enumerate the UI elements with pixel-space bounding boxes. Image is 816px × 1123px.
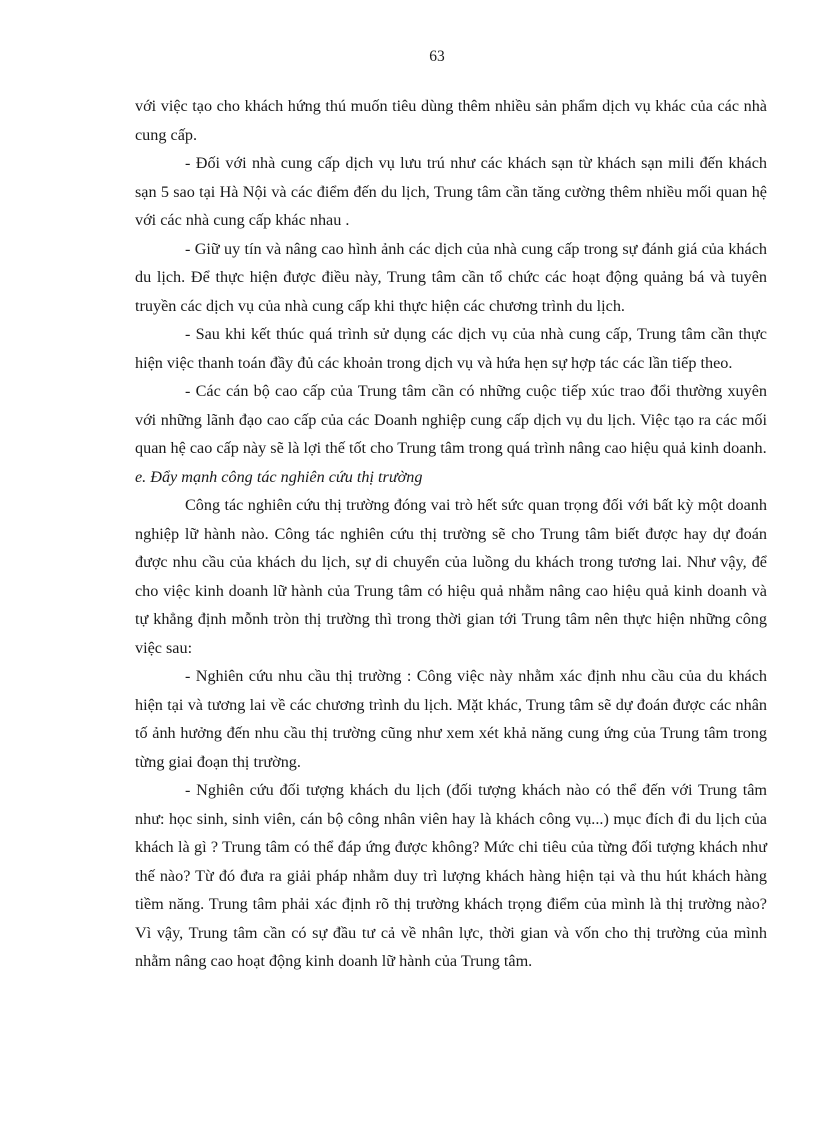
paragraph-market-research-intro: Công tác nghiên cứu thị trường đóng vai trò hết sức quan trọng đối với bất kỳ một doanh nghiệp lữ hành nào. Công tác nghiên cứu thị trường sẽ cho Trung tâm biết được hay dự đoán được nhu cầu của khách du lịch, sự di chuyển của luồng du khách trong tương lai. Như vậy, để cho việc kinh doanh lữ hành của Trung tâm có hiệu quả nhằm nâng cao hiệu quả kinh doanh và tự khẳng định mỗnh tròn thị trường thì trong thời gian tới Trung tâm nên thực hiện những công việc sau:	[135, 496, 767, 657]
paragraph-target-customers: - Nghiên cứu đối tượng khách du lịch (đối tượng khách nào có thể đến với Trung tâm như: học sinh, sinh viên, cán bộ công nhân viên hay là khách công vụ...) mục đích đi du lịch của khách là gì ? Trung tâm có thể đáp ứng được không? Mức chi tiêu của từng đối tượng khách như thế nào? Từ đó đưa ra giải pháp nhằm duy trì lượng khách hàng hiện tại và thu hút khách hàng tiềm năng. Trung tâm phải xác định rõ thị trường khách trọng điểm của mình là thị trường nào? Vì vậy, Trung tâm cần có sự đầu tư cả về nhân lực, thời gian và vốn cho thị trường của mình nhằm nâng cao hoạt động kinh doanh lữ hành của Trung tâm.	[135, 781, 767, 970]
paragraph-reputation: - Giữ uy tín và nâng cao hình ảnh các dịch của nhà cung cấp trong sự đánh giá của khách du lịch. Để thực hiện được điều này, Trung tâm cần tổ chức các hoạt động quảng bá và tuyên truyền các dịch vụ của nhà cung cấp khi thực hiện các chương trình du lịch.	[135, 239, 767, 315]
paragraph-payment: - Sau khi kết thúc quá trình sử dụng các dịch vụ của nhà cung cấp, Trung tâm cần thực hiện việc thanh toán đầy đủ các khoản trong dịch vụ và hứa hẹn sự hợp tác các lần tiếp theo.	[135, 325, 767, 372]
paragraph-senior-contacts: - Các cán bộ cao cấp của Trung tâm cần có những cuộc tiếp xúc trao đổi thường xuyên với những lãnh đạo cao cấp của các Doanh nghiệp cung cấp dịch vụ du lịch. Việc tạo ra các mối quan hệ cao cấp này sẽ là lợi thế tốt cho Trung tâm trong quá trình nâng cao hiệu quả kinh doanh.	[135, 382, 767, 457]
document-body	[135, 92, 767, 976]
page-number: 63	[429, 48, 445, 65]
section-heading: e. Đẩy mạnh công tác nghiên cứu thị trường	[135, 467, 423, 486]
paragraph-accommodation-suppliers: - Đối với nhà cung cấp dịch vụ lưu trú như các khách sạn từ khách sạn mili đến khách sạn 5 sao tại Hà Nội và các điểm đến du lịch, Trung tâm cần tăng cường thêm nhiều mối quan hệ với các nhà cung cấp khác nhau .	[135, 154, 767, 229]
paragraph-market-demand: - Nghiên cứu nhu cầu thị trường : Công việc này nhằm xác định nhu cầu của du khách hiện tại và tương lai về các chương trình du lịch. Mặt khác, Trung tâm sẽ dự đoán được các nhân tố ảnh hưởng đến nhu cầu thị trường cũng như xem xét khả năng cung ứng của Trung tâm trong từng giai đoạn thị trường.	[135, 667, 767, 771]
paragraph-continuation: với việc tạo cho khách hứng thú muốn tiêu dùng thêm nhiều sản phẩm dịch vụ khác của các nhà cung cấp.	[135, 97, 767, 144]
